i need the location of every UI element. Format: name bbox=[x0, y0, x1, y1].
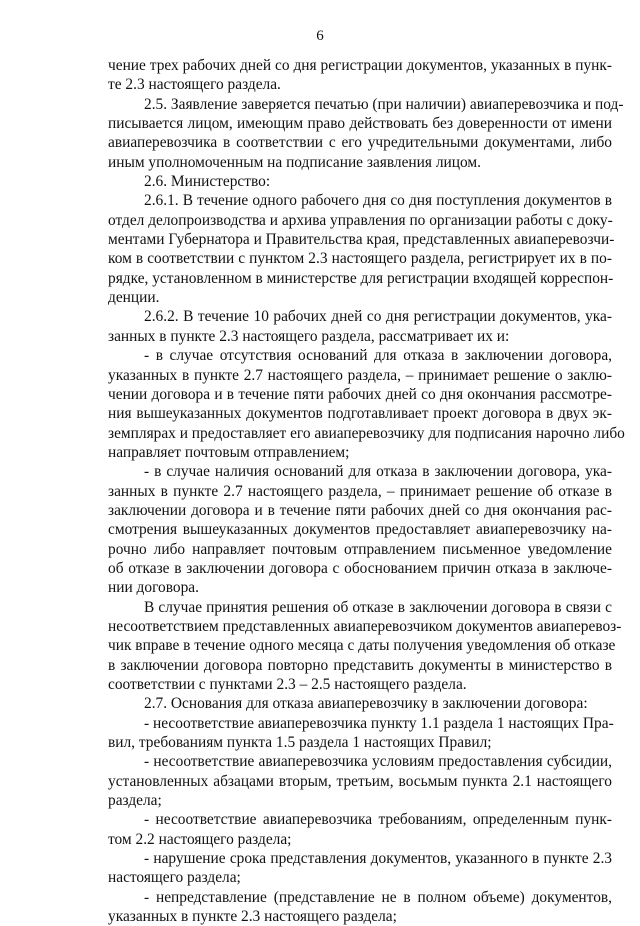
text-line: - в случае наличия оснований для отказа в заключении договора, ука- bbox=[144, 463, 612, 481]
text-line: занных в пункте 2.3 настоящего раздела, рассматривает их и: bbox=[108, 327, 510, 345]
text-line: 2.7. Основания для отказа авиаперевозчику в заключении договора: bbox=[144, 695, 588, 713]
text-line: - несоответствие авиаперевозчика требованиям, определенным пунк- bbox=[144, 811, 612, 829]
text-line: - несоответствие авиаперевозчика пункту 1.1 раздела 1 настоящих Пра- bbox=[144, 714, 614, 732]
text-line: чении договора и в течение пяти рабочих дней со дня окончания рассмотре- bbox=[108, 385, 612, 403]
text-line: авиаперевозчика в соответствии с его учредительными документами, либо bbox=[108, 134, 612, 152]
page-number: 6 bbox=[316, 28, 324, 44]
text-line: - несоответствие авиаперевозчика условиям предоставления субсидии, bbox=[144, 753, 612, 771]
text-line: раздела; bbox=[108, 792, 162, 810]
text-line: указанных в пункте 2.7 настоящего раздела, – принимает решение о заклю- bbox=[108, 366, 612, 384]
text-line: - нарушение срока представления документов, указанного в пункте 2.3 bbox=[144, 850, 612, 868]
text-line: смотрения вышеуказанных документов предоставляет авиаперевозчику на- bbox=[108, 521, 612, 539]
text-line: отдел делопроизводства и архива управления по организации работы с доку- bbox=[108, 211, 613, 229]
text-line: об отказе в заключении договора с обоснованием причин отказа в заключе- bbox=[108, 559, 612, 577]
text-line: В случае принятия решения об отказе в заключении договора в связи с bbox=[144, 598, 612, 616]
text-line: чик вправе в течение одного месяца с даты получения уведомления об отказе bbox=[108, 637, 616, 655]
text-line: 2.5. Заявление заверяется печатью (при наличии) авиаперевозчика и под- bbox=[144, 95, 624, 113]
text-line: те 2.3 настоящего раздела. bbox=[108, 76, 281, 94]
text-line: том 2.2 настоящего раздела; bbox=[108, 830, 292, 848]
text-line: указанных в пункте 2.3 настоящего раздела; bbox=[108, 908, 397, 926]
text-line: настоящего раздела; bbox=[108, 869, 241, 887]
text-line: чение трех рабочих дней со дня регистрации документов, указанных в пунк- bbox=[108, 57, 612, 74]
document-body bbox=[108, 56, 625, 926]
text-line: 2.6.1. В течение одного рабочего дня со дня поступления документов в bbox=[144, 192, 612, 210]
text-line: нии договора. bbox=[108, 579, 199, 597]
text-line: установленных абзацами вторым, третьим, восьмым пункта 2.1 настоящего bbox=[108, 772, 612, 790]
text-line: рочно либо направляет почтовым отправлением письменное уведомление bbox=[108, 540, 612, 558]
text-line: 2.6. Министерство: bbox=[144, 173, 271, 191]
text-line: вил, требованиям пункта 1.5 раздела 1 настоящих Правил; bbox=[108, 734, 492, 752]
text-line: заключении договора и в течение пяти рабочих дней со дня окончания рас- bbox=[108, 501, 612, 519]
text-line: занных в пункте 2.7 настоящего раздела, – принимает решение об отказе в bbox=[108, 482, 612, 500]
text-line: соответствии с пунктами 2.3 – 2.5 настоящего раздела. bbox=[108, 676, 467, 693]
text-line: рядке, установленном в министерстве для регистрации входящей корреспон- bbox=[108, 269, 614, 287]
text-line: писывается лицом, имеющим право действовать без доверенности от имени bbox=[108, 115, 612, 133]
text-line: денции. bbox=[108, 289, 160, 307]
text-line: земплярах и предоставляет его авиаперевозчику для подписания нарочно либо bbox=[108, 424, 625, 442]
text-line: ментами Губернатора и Правительства края, представленных авиаперевозчи- bbox=[108, 231, 615, 249]
text-line: ния вышеуказанных документов подготавливает проект договора в двух эк- bbox=[108, 405, 612, 423]
text-line: ком в соответствии с пунктом 2.3 настоящего раздела, регистрирует их в по- bbox=[108, 250, 612, 268]
text-line: несоответствием представленных авиаперевозчиком документов авиаперевоз- bbox=[108, 617, 622, 635]
text-line: 2.6.2. В течение 10 рабочих дней со дня регистрации документов, ука- bbox=[144, 308, 612, 326]
text-line: в заключении договора повторно представить документы в министерство в bbox=[108, 656, 612, 674]
text-line: направляет почтовым отправлением; bbox=[108, 443, 350, 461]
text-line: иным уполномоченным на подписание заявления лицом. bbox=[108, 153, 481, 171]
text-line: - непредставление (представление не в полном объеме) документов, bbox=[144, 888, 612, 906]
text-line: - в случае отсутствия оснований для отказа в заключении договора, bbox=[144, 347, 612, 365]
